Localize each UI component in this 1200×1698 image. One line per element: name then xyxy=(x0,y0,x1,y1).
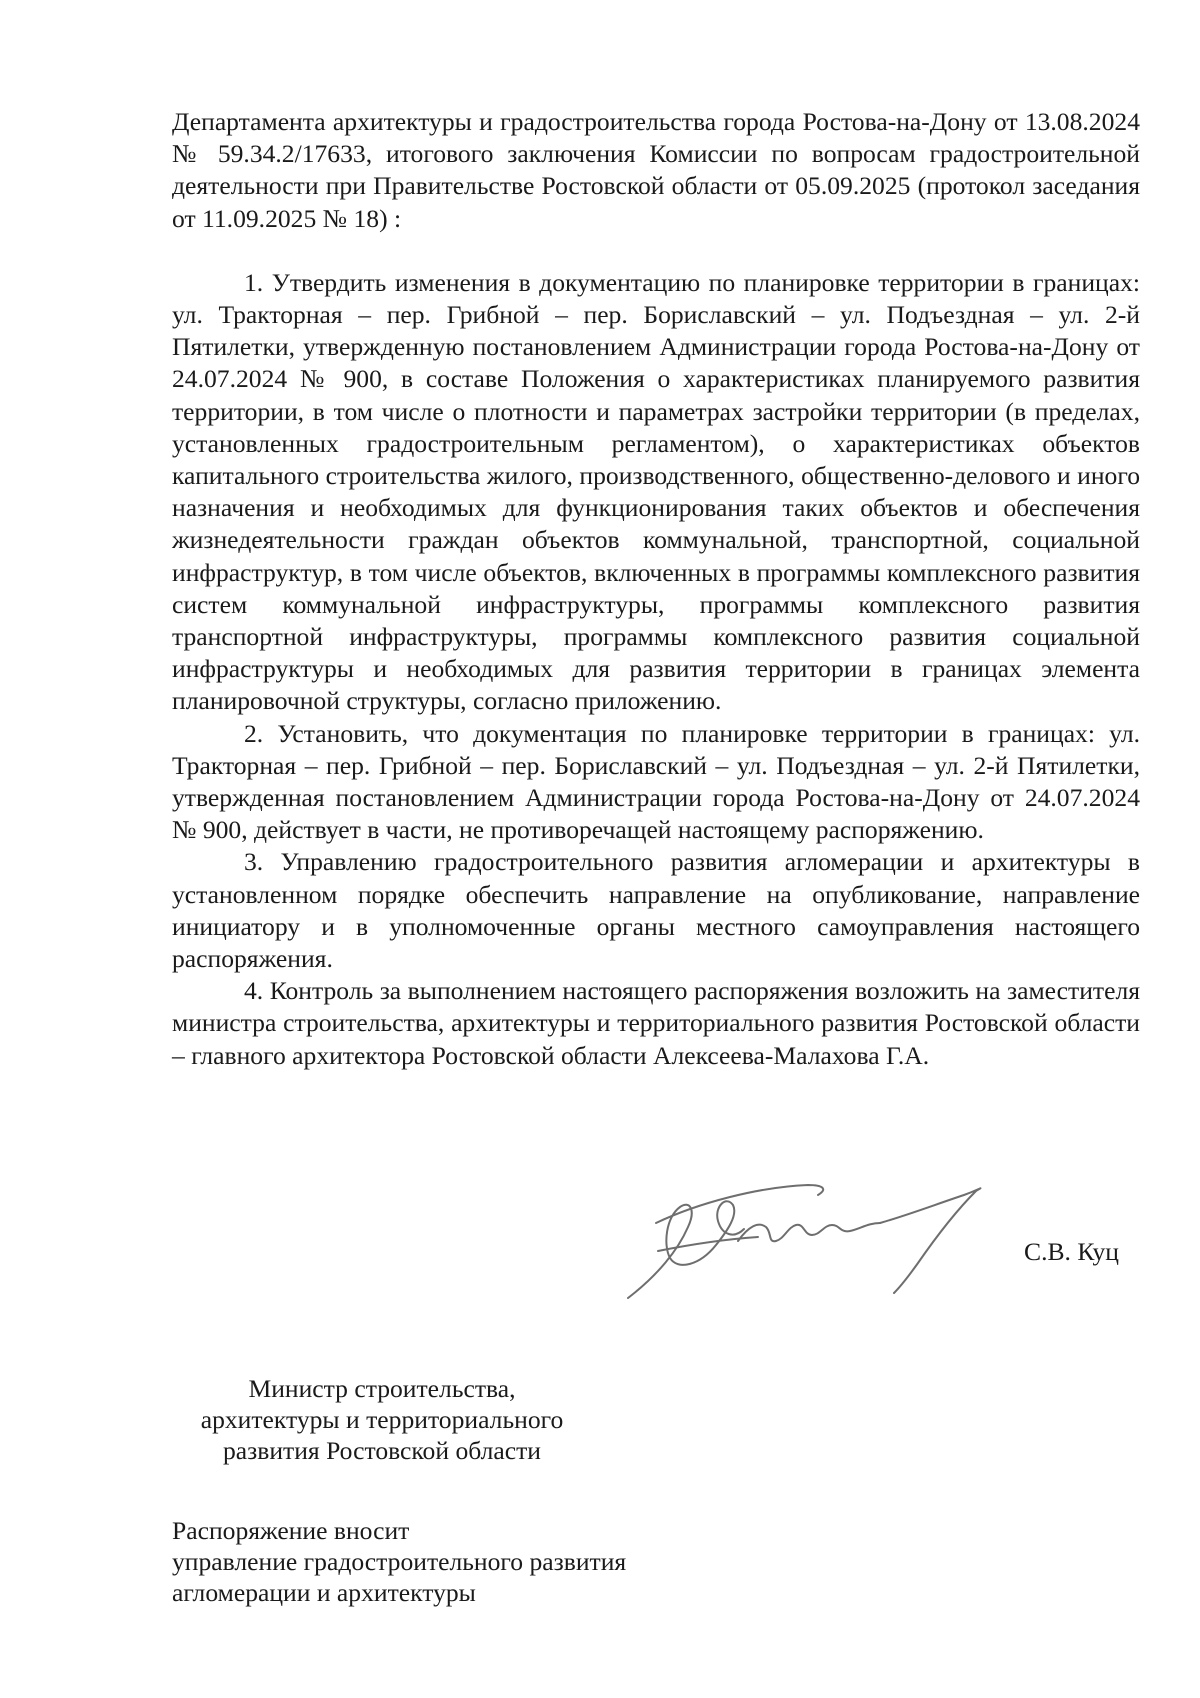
document-body xyxy=(172,106,1140,1072)
signer-position xyxy=(172,1373,592,1466)
submitted-by-note xyxy=(172,1515,626,1608)
submitted-by-line: Распоряжение вносит xyxy=(172,1516,410,1545)
item-3-paragraph: 3. Управлению градостроительного развития агломерации и архитектуры в установленном порядке обеспечить направление на опубликование, направление инициатору и в уполномоченные органы местного самоуправления настоящего распоряжения. xyxy=(172,847,1140,974)
item-1-paragraph: 1. Утвердить изменения в документацию по планировке территории в границах: ул. Тракторная – пер. Грибной – пер. Бориславский – ул. Подъездная – ул. 2-й Пятилетки, утвержденную постановлением Администрации города Ростова-на-Дону от 24.07.2024 № 900, в составе Положения о характеристиках планируемого развития территории, в том числе о плотности и параметрах застройки территории (в пределах, установленных градостроительным регламентом), о характеристиках объектов капитального строительства жилого, производственного, общественно-делового и иного назначения и необходимых для функционирования таких объектов и обеспечения жизнедеятельности граждан объектов коммунальной, транспортной, социальной инфраструктур, в том числе объектов, включенных в программы комплексного развития систем коммунальной инфраструктуры, программы комплексного развития транспортной инфраструктуры, программы комплексного развития социальной инфраструктуры и необходимых для развития территории в границах элемента планировочной структуры, согласно приложению. xyxy=(172,267,1140,716)
submitted-by-line: агломерации и архитектуры xyxy=(172,1578,476,1607)
signer-position-line: развития Ростовской области xyxy=(222,1436,541,1465)
intro-paragraph: Департамента архитектуры и градостроительства города Ростова-на-Дону от 13.08.2024 № 59.34.2/17633, итогового заключения Комиссии по вопросам градостроительной деятельности при Правительстве Ростовской области от 05.09.2025 (протокол заседания от 11.09.2025 № 18) : xyxy=(172,107,1140,233)
submitted-by-line: управление градостроительного развития xyxy=(172,1547,627,1576)
signer-name: С.В. Куц xyxy=(1024,1237,1119,1266)
handwritten-signature xyxy=(618,1155,1038,1305)
item-4-paragraph: 4. Контроль за выполнением настоящего распоряжения возложить на заместителя министра строительства, архитектуры и территориального развития Ростовской области – главного архитектора Ростовской области Алексеева-Малахова Г.А. xyxy=(172,976,1140,1070)
signer-position-line: Министр строительства, xyxy=(248,1374,516,1403)
signer-position-line: архитектуры и территориального xyxy=(200,1405,564,1434)
item-2-paragraph: 2. Установить, что документация по планировке территории в границах: ул. Тракторная – пер. Грибной – пер. Бориславский – ул. Подъездная – ул. 2-й Пятилетки, утвержденная постановлением Администрации города Ростова-на-Дону от 24.07.2024 № 900, действует в части, не противоречащей настоящему распоряжению. xyxy=(172,718,1140,845)
